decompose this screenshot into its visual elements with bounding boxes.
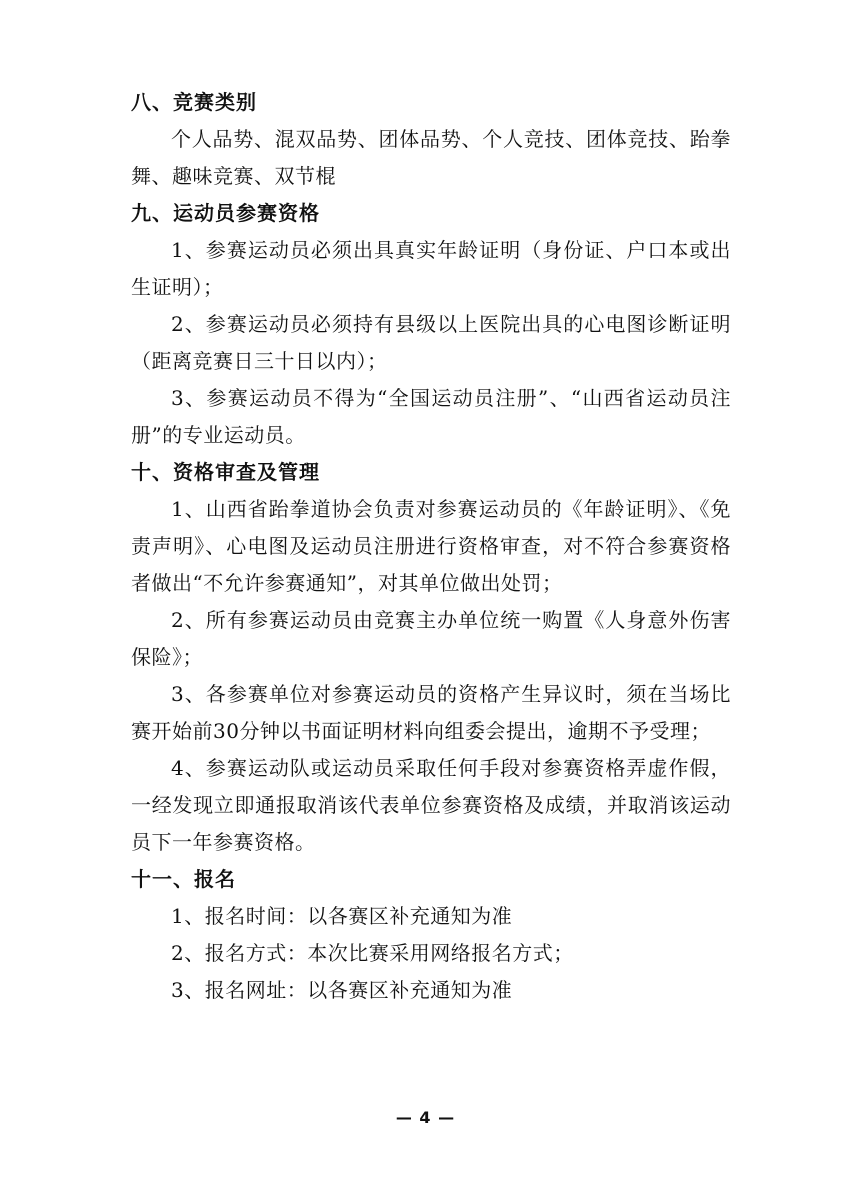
page-number: — 4 — (395, 1108, 456, 1127)
paragraph: 1、报名时间：以各赛区补充通知为准 (171, 904, 513, 928)
paragraph: 1、参赛运动员必须出具真实年龄证明（身份证、户口本或出生证明）； (131, 238, 731, 299)
paragraph: 3、报名网址：以各赛区补充通知为准 (171, 978, 513, 1002)
section-athlete-eligibility (131, 195, 731, 454)
paragraph: 2、参赛运动员必须持有县级以上医院出具的心电图诊断证明（距离竞赛日三十日以内）； (131, 312, 731, 373)
section-heading: 十、资格审查及管理 (131, 460, 320, 484)
paragraph: 1、山西省跆拳道协会负责对参赛运动员的《年龄证明》、《免责声明》、心电图及运动员注册进行资格审查，对不符合参赛资格者做出“不允许参赛通知”，对其单位做出处罚； (131, 497, 731, 595)
section-registration (131, 861, 731, 1009)
section-heading: 九、运动员参赛资格 (131, 201, 320, 225)
paragraph: 3、各参赛单位对参赛运动员的资格产生异议时，须在当场比赛开始前30分钟以书面证明材料向组委会提出，逾期不予受理； (131, 682, 731, 743)
paragraph: 3、参赛运动员不得为“全国运动员注册”、“山西省运动员注册”的专业运动员。 (131, 386, 731, 447)
paragraph: 个人品势、混双品势、团体品势、个人竞技、团体竞技、跆拳舞、趣味竞赛、双节棍 (131, 127, 731, 188)
section-competition-categories (131, 84, 731, 195)
section-heading: 八、竞赛类别 (131, 90, 257, 114)
section-heading: 十一、报名 (131, 867, 236, 891)
section-eligibility-review (131, 454, 731, 861)
document-body (131, 84, 731, 1009)
paragraph: 2、报名方式：本次比赛采用网络报名方式； (171, 941, 574, 965)
paragraph: 2、所有参赛运动员由竞赛主办单位统一购置《人身意外伤害保险》； (131, 608, 731, 669)
paragraph: 4、参赛运动队或运动员采取任何手段对参赛资格弄虚作假，一经发现立即通报取消该代表单位参赛资格及成绩，并取消该运动员下一年参赛资格。 (131, 756, 731, 854)
